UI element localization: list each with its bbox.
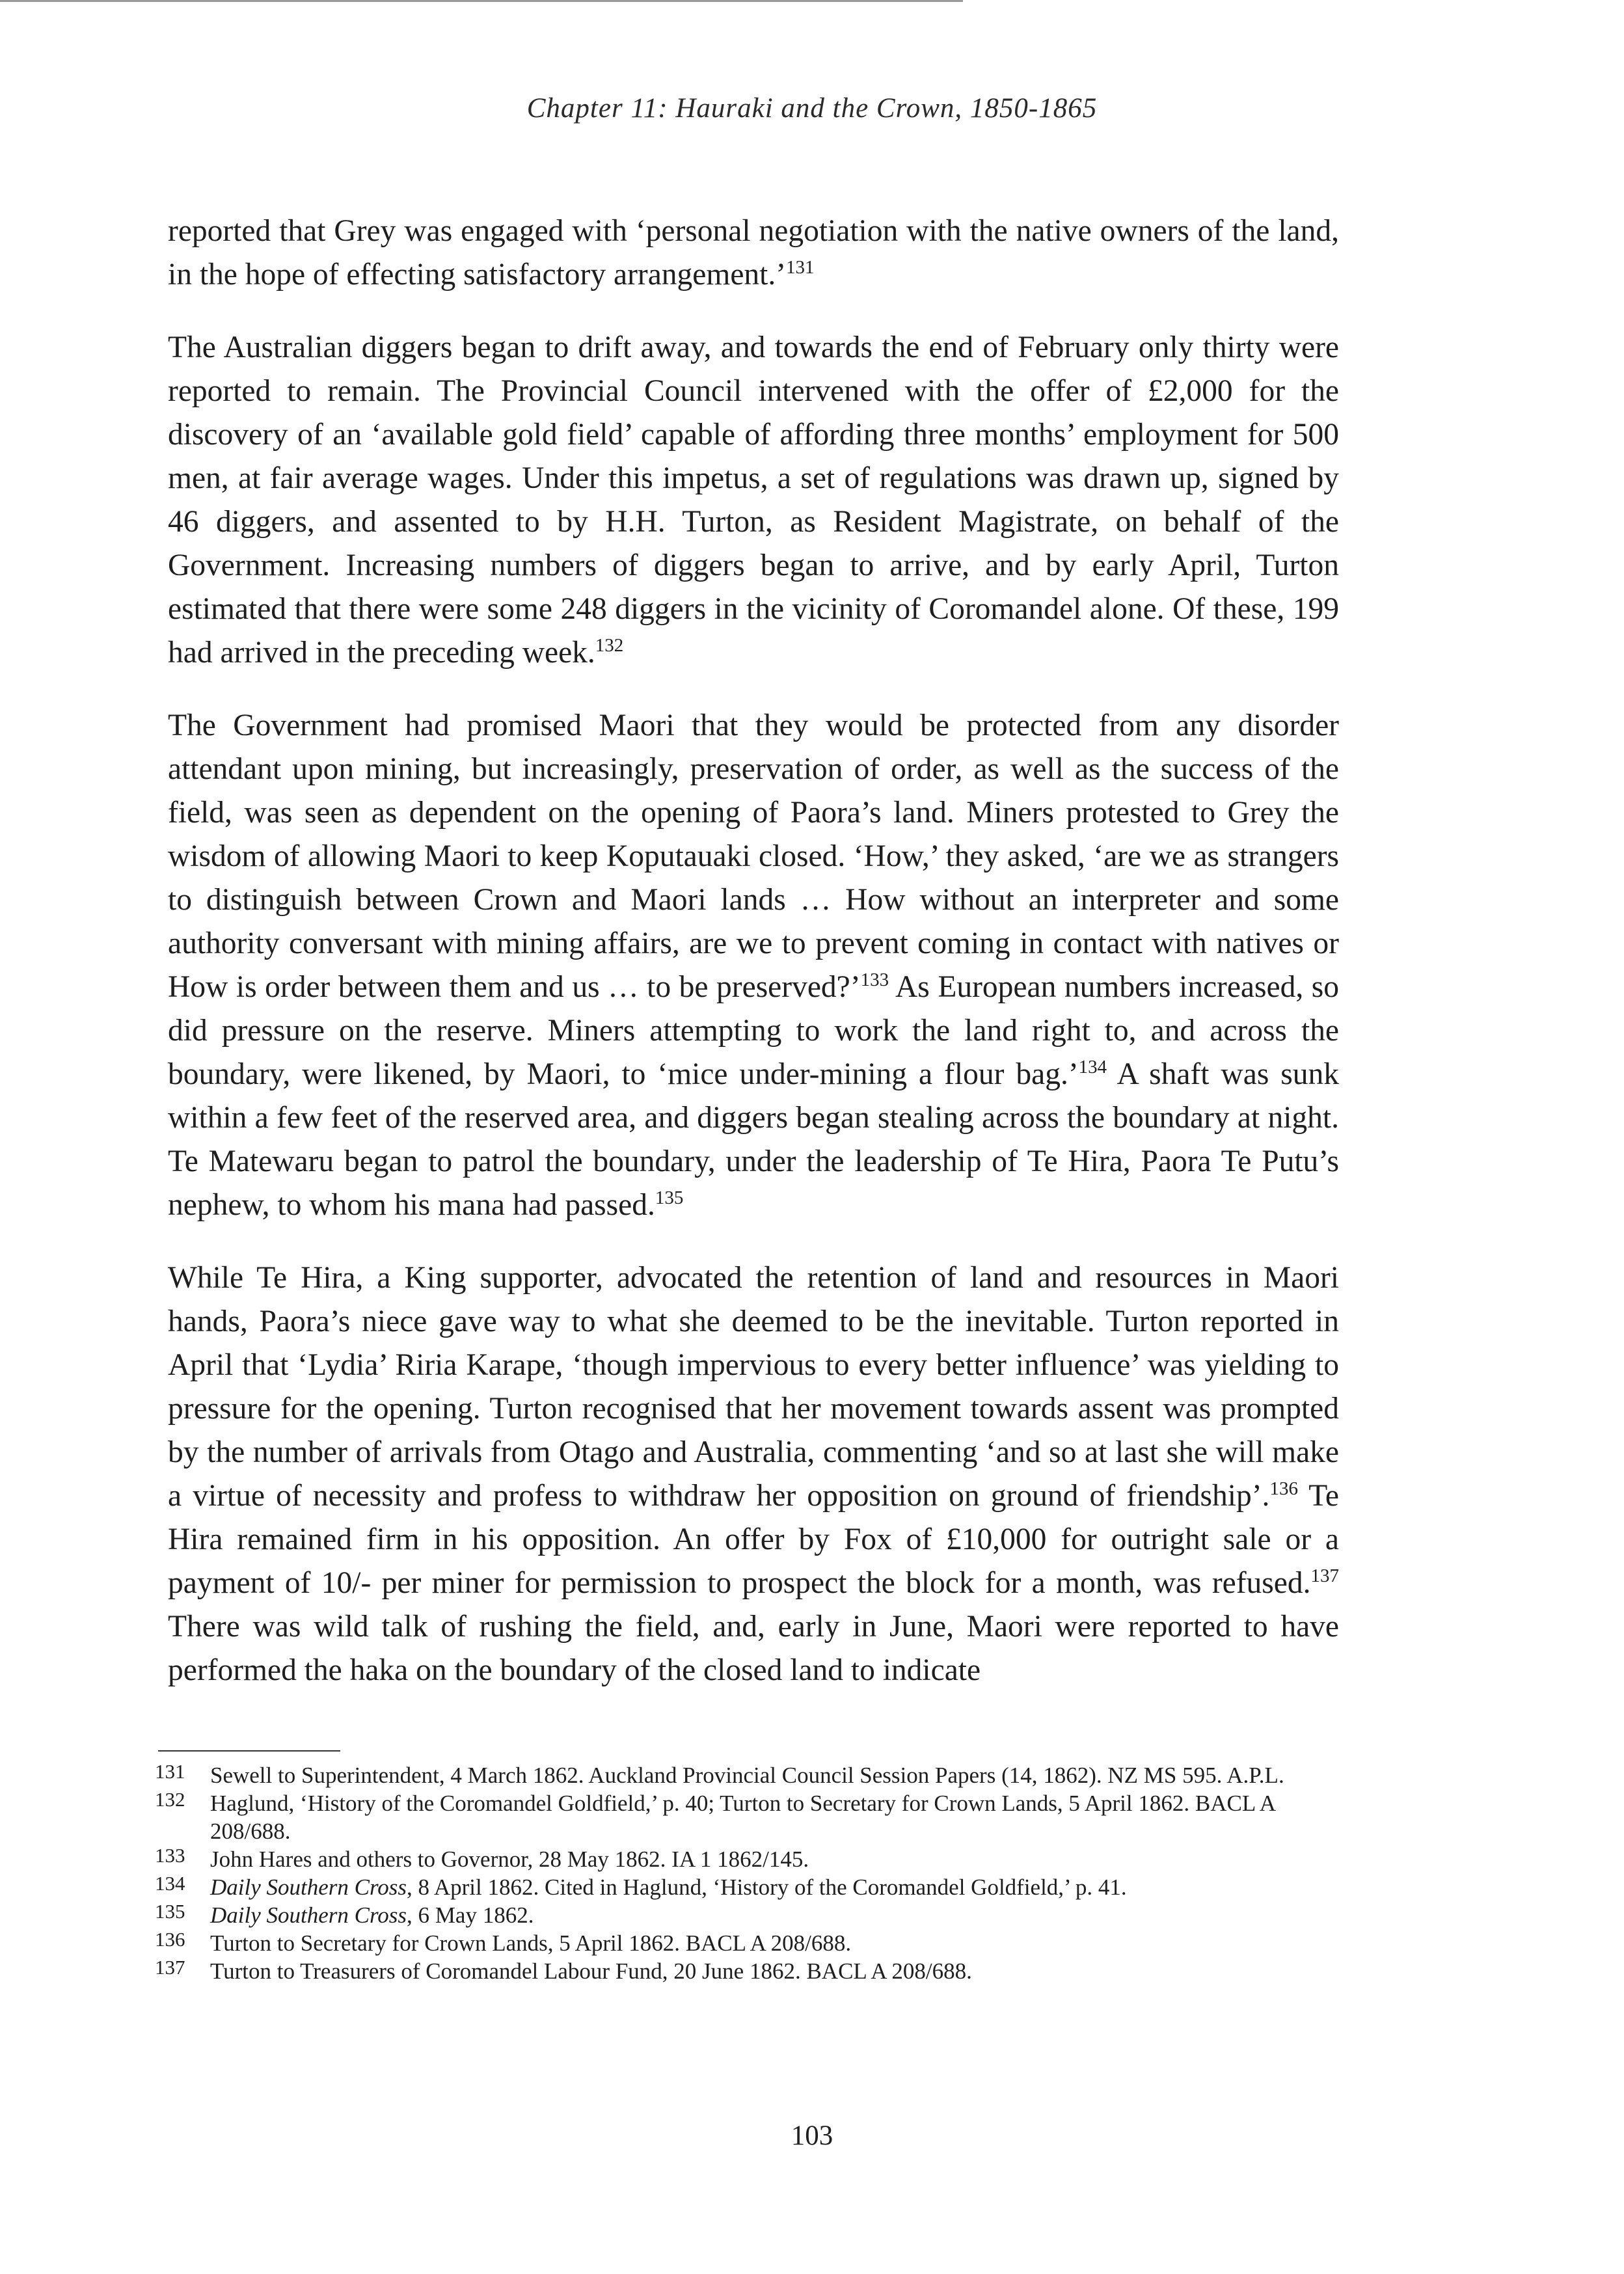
text-run: reported that Grey was engaged with ‘personal negotiation with the native owners of the land, in the hope of effecting satisfactory arrangement.’ — [168, 214, 1339, 291]
footnote-ref: 131 — [786, 257, 815, 278]
text-run: As European numbers increased, so did pressure on the reserve. Miners attempting to work the land right to, and across the boundary, were likened, by Maori, to ‘mice under-mining a flour bag.’ — [168, 970, 1339, 1091]
page-number: 103 — [791, 2120, 833, 2151]
footnote-text — [210, 1845, 1339, 1873]
footnote-number: 137 — [155, 1956, 185, 1979]
text-run: John Hares and others to Governor, 28 May 1862. IA 1 1862/145. — [210, 1847, 809, 1872]
body-paragraph — [168, 704, 1339, 1227]
footnote-text — [210, 1901, 1339, 1929]
body-paragraph — [168, 326, 1339, 675]
footnote-text — [210, 1789, 1339, 1845]
footnote-text — [210, 1957, 1339, 1985]
footnote-text — [210, 1873, 1339, 1901]
footnote-ref: 135 — [655, 1187, 684, 1208]
italic-title: Daily Southern Cross — [210, 1902, 407, 1928]
top-rule — [0, 0, 963, 2]
footnote-ref: 134 — [1078, 1057, 1107, 1077]
body-paragraph — [168, 210, 1339, 297]
footnote-number: 134 — [155, 1872, 185, 1895]
text-run: Haglund, ‘History of the Coromandel Goldfield,’ p. 40; Turton to Secretary for Crown Lands, 5 April 1862. BACL A 208/688. — [210, 1791, 1275, 1844]
footnote — [155, 1789, 1339, 1845]
body-text — [168, 210, 1339, 1722]
footnote-number: 132 — [155, 1788, 185, 1811]
footnotes — [155, 1761, 1339, 1985]
text-run: While Te Hira, a King supporter, advocated the retention of land and resources in Maori hands, Paora’s niece gave way to what she deemed to be the inevitable. Turton reported in April that ‘Lydia’ Riria Karape, ‘though impervious to every better influence’ was yielding to pressure for the opening. Turton recognised that her movement towards assent was prompted by the number of arrivals from Otago and Australia, commenting ‘and so at last she will make a virtue of necessity and profess to withdraw her opposition on ground of friendship’. — [168, 1261, 1339, 1513]
footnote — [155, 1957, 1339, 1985]
footnote-text — [210, 1929, 1339, 1957]
text-run: Turton to Treasurers of Coromandel Labour Fund, 20 June 1862. BACL A 208/688. — [210, 1958, 972, 1984]
footnote — [155, 1929, 1339, 1957]
text-run: , 6 May 1862. — [407, 1902, 534, 1928]
footnote — [155, 1873, 1339, 1901]
footnote-number: 136 — [155, 1928, 185, 1951]
footnote-ref: 136 — [1269, 1478, 1298, 1499]
text-run: Turton to Secretary for Crown Lands, 5 April 1862. BACL A 208/688. — [210, 1930, 852, 1956]
footnote-number: 135 — [155, 1900, 185, 1923]
footnote-ref: 137 — [1310, 1565, 1339, 1586]
footnote-ref: 132 — [595, 635, 624, 656]
footnote-rule — [158, 1750, 340, 1752]
running-head: Chapter 11: Hauraki and the Crown, 1850-1865 — [526, 93, 1098, 124]
footnote-number: 131 — [155, 1760, 185, 1783]
footnote-number: 133 — [155, 1844, 185, 1867]
footnote-text — [210, 1761, 1339, 1789]
text-run: A shaft was sunk within a few feet of the reserved area, and diggers began stealing across the boundary at night. Te Matewaru began to patrol the boundary, under the leadership of Te Hira, Paora Te Putu’s nephew, to whom his mana had passed. — [168, 1057, 1339, 1222]
text-run: Sewell to Superintendent, 4 March 1862. Auckland Provincial Council Session Papers (14, 1862). NZ MS 595. A.P.L. — [210, 1763, 1284, 1788]
text-run: Te Hira remained firm in his opposition. An offer by Fox of £10,000 for outright sale or a payment of 10/- per miner for permission to prospect the block for a month, was refused. — [168, 1479, 1339, 1600]
text-run: The Australian diggers began to drift away, and towards the end of February only thirty were reported to remain. The Provincial Council intervened with the offer of £2,000 for the discovery of an ‘available gold field’ capable of affording three months’ employment for 500 men, at fair average wages. Under this impetus, a set of regulations was drawn up, signed by 46 diggers, and assented to by H.H. Turton, as Resident Magistrate, on behalf of the Government. Increasing numbers of diggers began to arrive, and by early April, Turton estimated that there were some 248 diggers in the vicinity of Coromandel alone. Of these, 199 had arrived in the preceding week. — [168, 331, 1339, 670]
body-paragraph — [168, 1256, 1339, 1692]
footnote — [155, 1761, 1339, 1789]
text-run: There was wild talk of rushing the field, and, early in June, Maori were reported to have performed the haka on the boundary of the closed land to indicate — [168, 1610, 1339, 1687]
italic-title: Daily Southern Cross — [210, 1875, 407, 1900]
footnote — [155, 1901, 1339, 1929]
footnote-ref: 133 — [860, 969, 889, 990]
footnote — [155, 1845, 1339, 1873]
text-run: , 8 April 1862. Cited in Haglund, ‘History of the Coromandel Goldfield,’ p. 41. — [407, 1875, 1127, 1900]
text-run: The Government had promised Maori that they would be protected from any disorder attendant upon mining, but increasingly, preservation of order, as well as the success of the field, was seen as dependent on the opening of Paora’s land. Miners protested to Grey the wisdom of allowing Maori to keep Koputauaki closed. ‘How,’ they asked, ‘are we as strangers to distinguish between Crown and Maori lands … How without an interpreter and some authority conversant with mining affairs, are we to prevent coming in contact with natives or How is order between them and us … to be preserved?’ — [168, 709, 1339, 1004]
